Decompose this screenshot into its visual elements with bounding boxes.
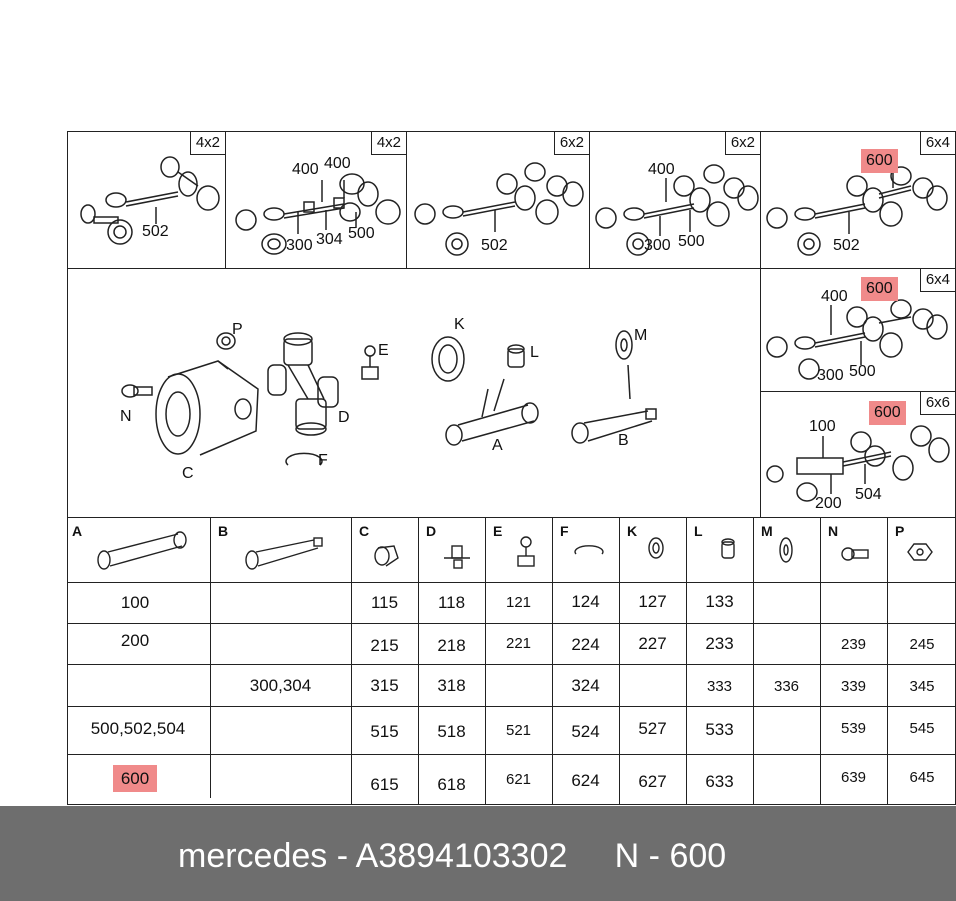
variant-tag: 6x6: [920, 392, 955, 415]
table-cell: 633: [705, 772, 734, 791]
table-cell: 121: [505, 594, 532, 611]
part-label-600: 600: [861, 149, 898, 173]
part-label-M: M: [634, 327, 648, 344]
part-label-400: 400: [292, 161, 319, 178]
diagram-code: N: [614, 837, 640, 875]
table-cell: 115: [370, 593, 399, 612]
table-cell: 627: [638, 772, 667, 791]
variant-panel-2: [225, 131, 407, 269]
table-cell: 127: [638, 592, 667, 611]
part-label-E: E: [378, 342, 389, 359]
column-header-F: F: [560, 523, 569, 539]
part-label-C: C: [182, 465, 194, 482]
part-label-200: 200: [815, 495, 842, 512]
footer-text: [178, 836, 726, 876]
axle-diagram: [590, 132, 761, 269]
variant-panel-1: [67, 131, 226, 269]
table-cell: 533: [705, 720, 734, 739]
table-cell: 133: [705, 592, 734, 611]
separator: -: [336, 837, 349, 875]
part-label-300: 300: [286, 237, 313, 254]
column-header-P: P: [895, 523, 905, 539]
table-cell: 215: [370, 636, 399, 655]
part-label-N: N: [120, 408, 132, 425]
table-cell: 118: [437, 593, 466, 612]
diagram-number: 600: [669, 837, 727, 875]
part-label-300: 300: [817, 367, 844, 384]
column-header-B: B: [218, 523, 229, 539]
table-cell: 518: [437, 722, 466, 741]
column-header-M: M: [761, 523, 773, 539]
variant-tag: 6x4: [920, 269, 955, 292]
column-header-A: A: [72, 523, 83, 539]
part-label-500: 500: [348, 225, 375, 242]
table-cell: 221: [505, 635, 532, 652]
axle-diagram: [68, 132, 226, 269]
exploded-view-panel: [67, 268, 761, 518]
brand-name: mercedes: [178, 837, 328, 875]
part-label-F: F: [318, 452, 328, 469]
part-label-600: 600: [869, 401, 906, 425]
column-header-E: E: [493, 523, 503, 539]
exploded-view-diagram: [68, 269, 761, 518]
part-label-100: 100: [809, 418, 836, 435]
column-header-L: L: [694, 523, 703, 539]
variant-tag: 4x2: [190, 132, 225, 155]
table-cell: 224: [571, 635, 600, 654]
table-cell: 239: [840, 636, 867, 653]
column-header-K: K: [627, 523, 638, 539]
variant-panel-4: [589, 131, 761, 269]
table-cell: 227: [638, 634, 667, 653]
table-cell: 527: [638, 719, 667, 738]
table-cell: 545: [909, 720, 935, 737]
table-cell: 124: [571, 592, 600, 611]
table-cell: 233: [705, 634, 734, 653]
part-label-504: 504: [855, 486, 882, 503]
part-number: A3894103302: [355, 837, 568, 875]
table-cell: 624: [571, 771, 600, 790]
part-label-A: A: [492, 437, 503, 454]
variant-tag: 6x4: [920, 132, 955, 155]
table-cell: 300,304: [249, 676, 312, 695]
variant-panel-5: [760, 131, 956, 269]
variant-panel-7: [760, 391, 956, 518]
table-cell: 218: [437, 636, 466, 655]
highlighted-value: 600: [113, 765, 157, 792]
part-label-502: 502: [481, 237, 508, 254]
part-label-304: 304: [316, 231, 343, 248]
part-label-P: P: [232, 321, 243, 338]
column-part-icons: [68, 518, 956, 582]
column-header-D: D: [426, 523, 437, 539]
table-cell: 500,502,504: [90, 719, 186, 738]
part-label-400: 400: [324, 155, 351, 172]
table-cell: 639: [840, 769, 867, 786]
part-label-300: 300: [644, 237, 671, 254]
separator: -: [648, 837, 660, 875]
part-label-600: 600: [861, 277, 898, 301]
table-cell: 621: [505, 771, 532, 788]
part-label-502: 502: [833, 237, 860, 254]
table-cell: 515: [370, 722, 399, 741]
table-cell: 245: [909, 636, 935, 653]
part-label-B: B: [618, 432, 629, 449]
table-cell: 615: [370, 775, 399, 794]
table-cell: 521: [505, 722, 532, 739]
part-label-400: 400: [648, 161, 675, 178]
variant-tag: 6x2: [725, 132, 760, 155]
table-cell: 336: [773, 678, 800, 695]
part-label-K: K: [454, 316, 465, 333]
table-cell: 200: [120, 631, 150, 650]
table-cell-highlighted: [68, 769, 202, 789]
table-cell: 318: [437, 676, 466, 695]
table-cell: 618: [437, 775, 466, 794]
variant-panel-6: [760, 268, 956, 392]
table-cell: 345: [909, 678, 935, 695]
table-cell: 333: [706, 678, 733, 695]
variant-panel-3: [406, 131, 590, 269]
part-label-400: 400: [821, 288, 848, 305]
table-cell: 324: [571, 676, 600, 695]
parts-table: [67, 517, 956, 805]
column-header-C: C: [359, 523, 370, 539]
variant-tag: 6x2: [554, 132, 589, 155]
table-cell: 315: [370, 676, 399, 695]
part-label-500: 500: [849, 363, 876, 380]
variant-tag: 4x2: [371, 132, 406, 155]
table-cell: 539: [840, 720, 867, 737]
part-label-502: 502: [142, 223, 169, 240]
part-label-D: D: [338, 409, 350, 426]
part-label-L: L: [530, 344, 539, 361]
table-cell: 339: [840, 678, 867, 695]
table-cell: 524: [571, 722, 600, 741]
column-header-N: N: [828, 523, 839, 539]
part-label-500: 500: [678, 233, 705, 250]
table-cell: 645: [909, 769, 935, 786]
axle-diagram: [226, 132, 407, 269]
table-cell: 100: [120, 593, 150, 612]
